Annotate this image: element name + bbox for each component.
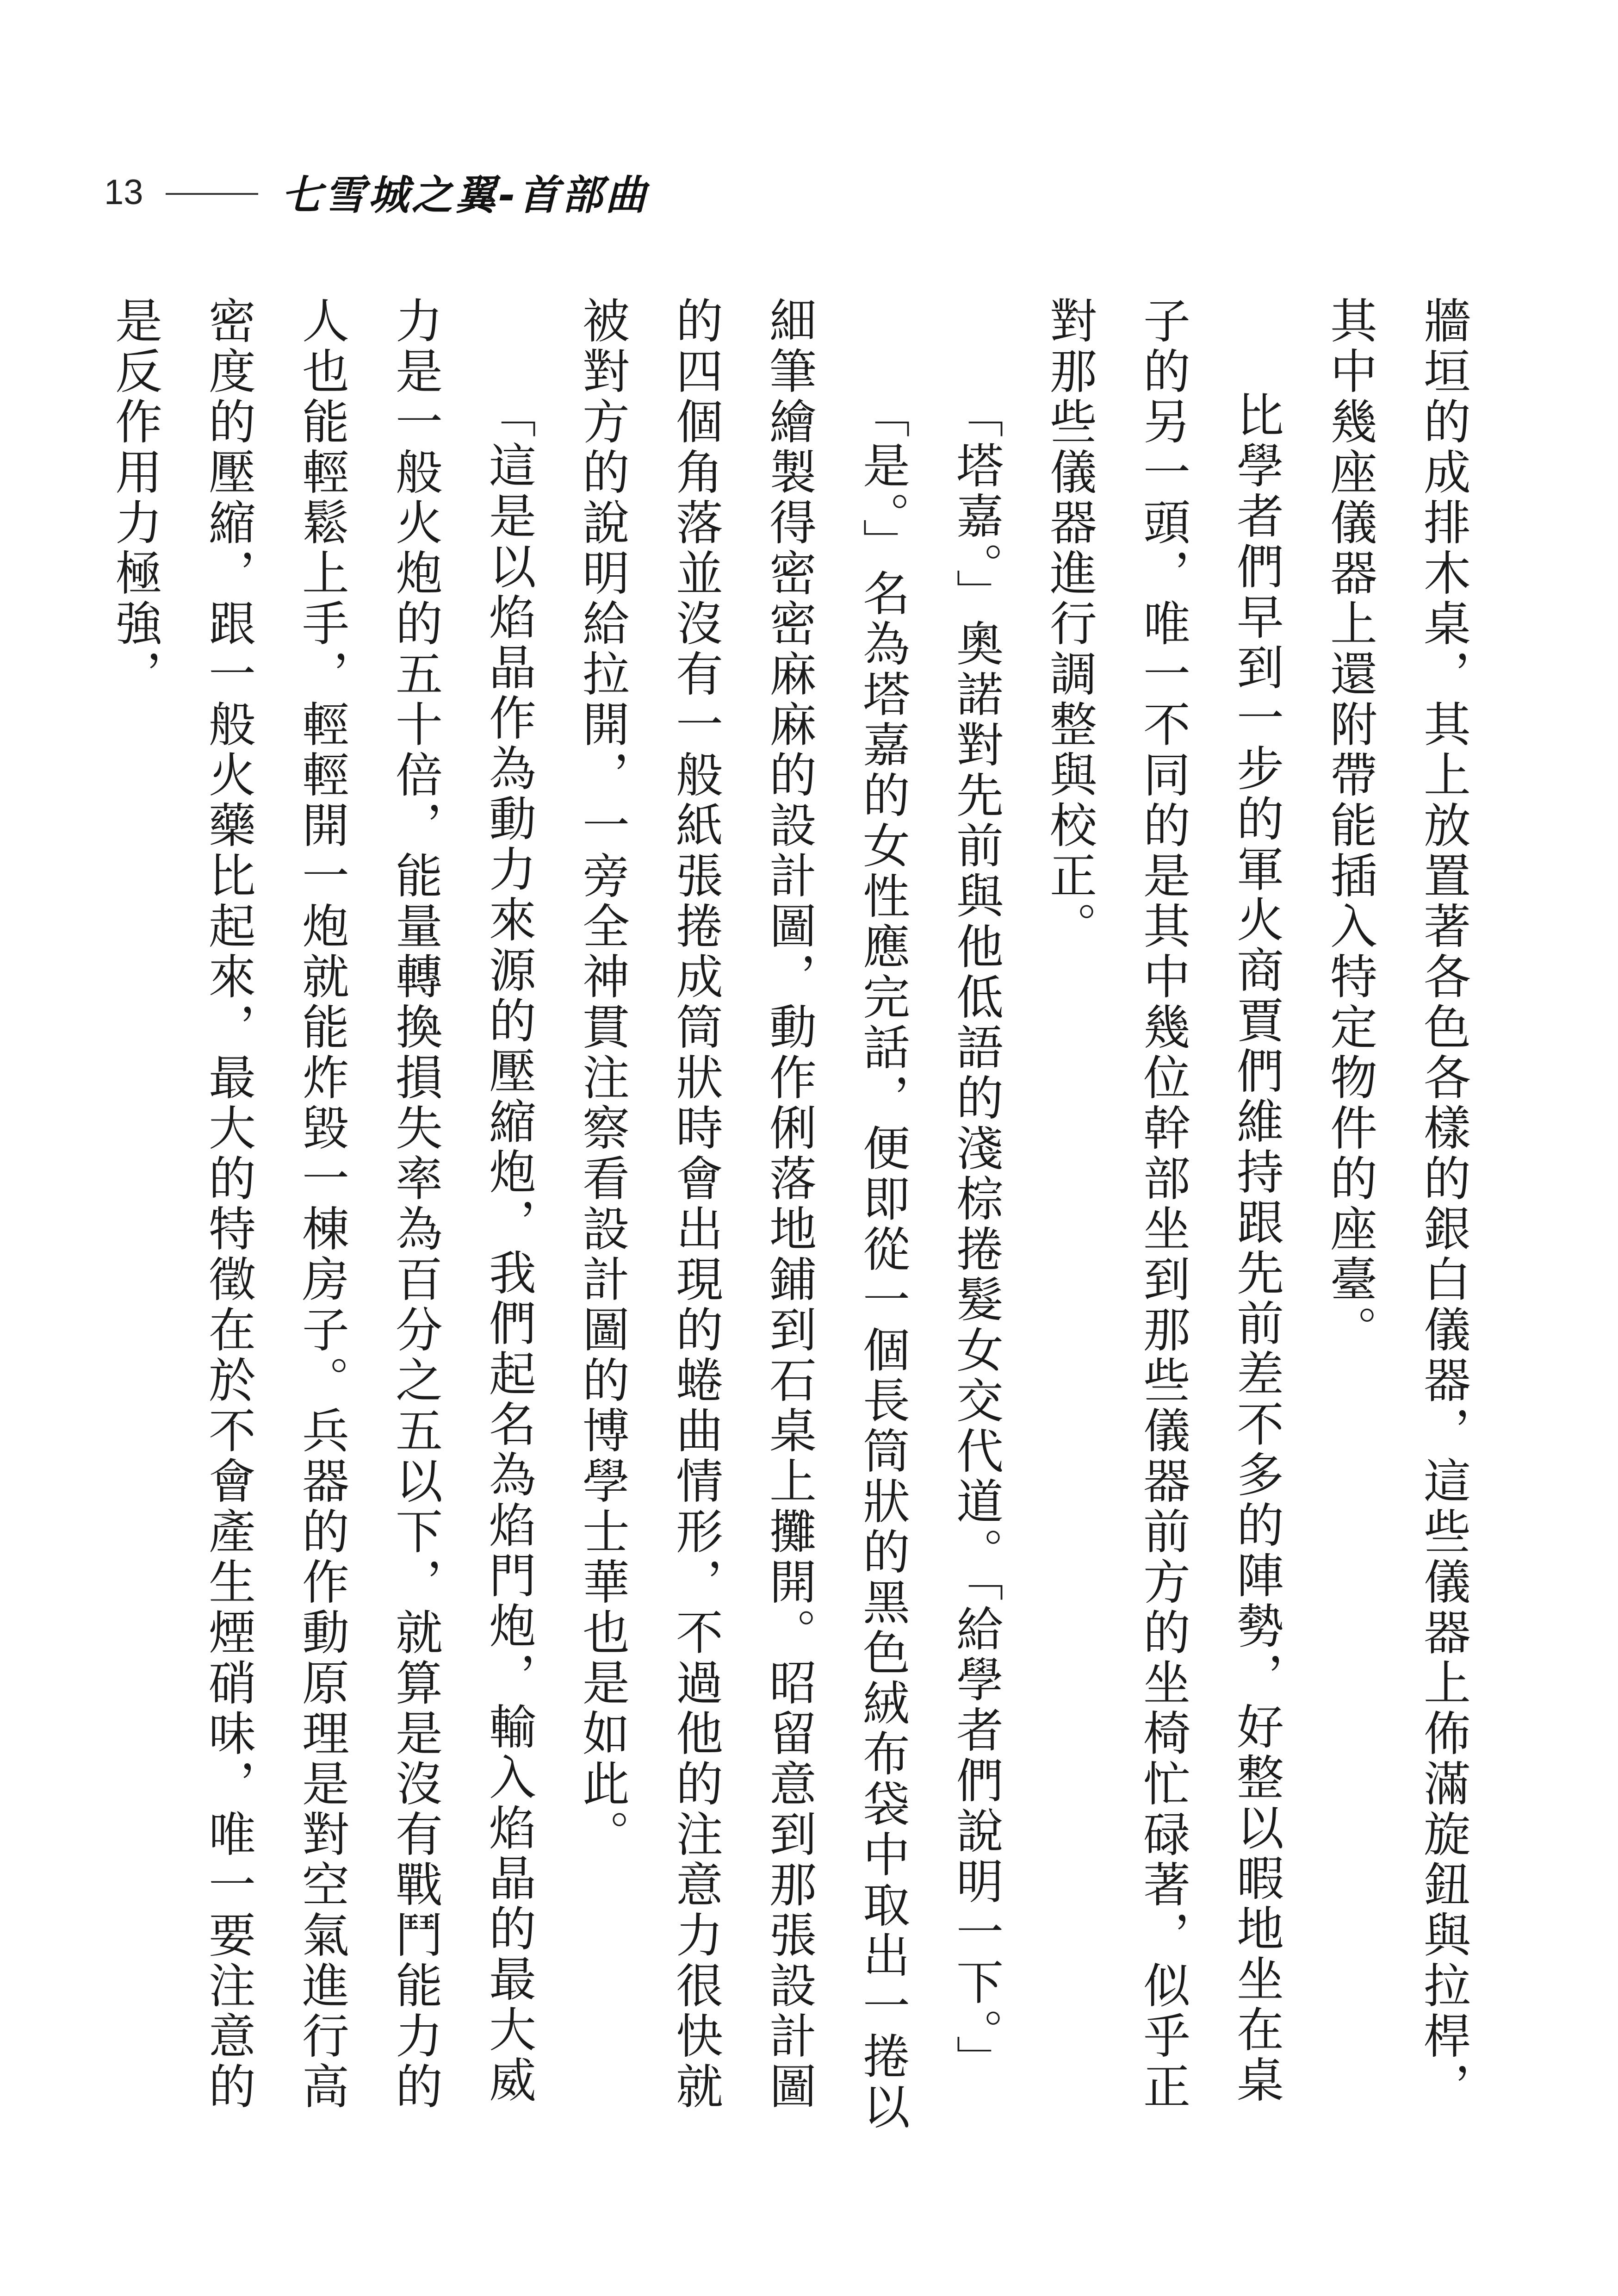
paragraph: 「塔嘉。」奧諾對先前與他低語的淺棕捲髮女交代道。「給學者們說明一下。」 — [948, 391, 1004, 2085]
paragraph: 「這是以焰晶作為動力來源的壓縮炮，我們起名為焰門炮，輸入焰晶的最大威力是一般火炮的五十倍，能量轉換損失率為百分之五以下，就算是沒有戰鬥能力的人也能輕鬆上手，輕輕開一炮就能炸毀一棟房子。兵器的作動原理是對空氣進行高密度的壓縮，跟一般火藥比起來，最大的特徵在於不會產生煙硝味，唯一要注意的是反作用力極強， — [107, 296, 536, 2112]
header-divider — [166, 193, 258, 195]
book-title: 七雪城之翼-首部曲 — [281, 171, 649, 219]
page-number: 13 — [104, 172, 143, 212]
running-header — [104, 162, 649, 222]
paragraph: 「是。」名為塔嘉的女性應完話，便即從一個長筒狀的黑色絨布袋中取出一捲以細筆繪製得密密麻麻的設計圖，動作俐落地鋪到石桌上攤開。昭留意到那張設計圖的四個角落並沒有一般紙張捲成筒狀時會出現的蜷曲情形，不過他的注意力很快就被對方的說明給拉開，一旁全神貫注察看設計圖的博學士華也是如此。 — [575, 296, 910, 2133]
paragraph: 比學者們早到一步的軍火商賈們維持跟先前差不多的陣勢，好整以暇地坐在桌子的另一頭，唯一不同的是其中幾位幹部坐到那些儀器前方的坐椅忙碌著，似乎正對那些儀器進行調整與校正。 — [1042, 296, 1284, 2112]
vertical-body-text — [107, 296, 1490, 2138]
paragraph: 牆垣的成排木桌，其上放置著各色各樣的銀白儀器，這些儀器上佈滿旋鈕與拉桿，其中幾座儀器上還附帶能插入特定物件的座臺。 — [1322, 296, 1471, 2112]
